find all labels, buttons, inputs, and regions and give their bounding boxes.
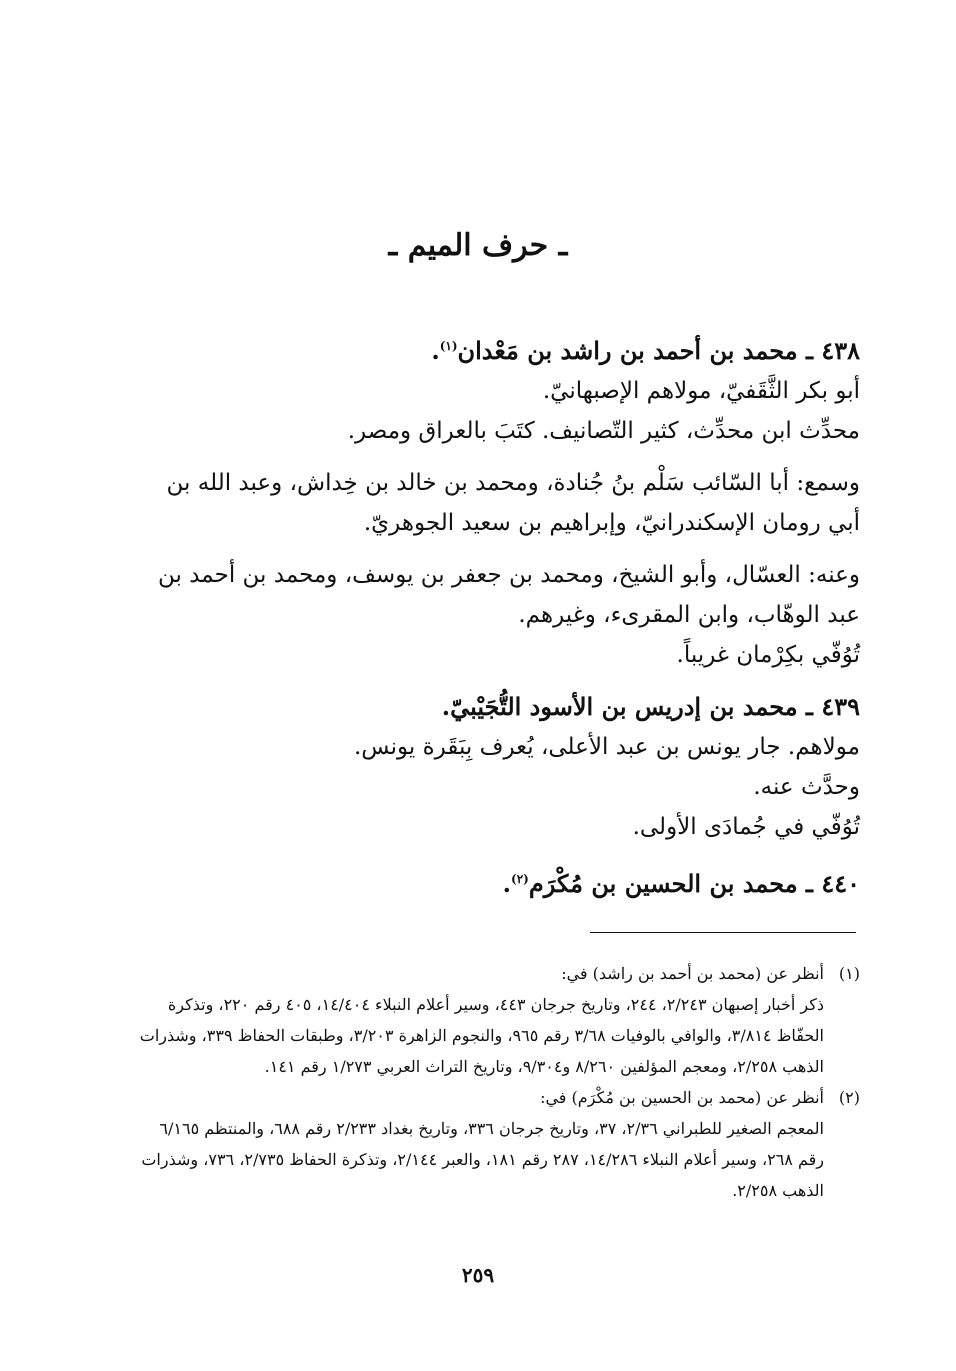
entry-heading-text: ٤٣٨ ـ محمد بن أحمد بن راشد بن مَعْدان [457, 336, 860, 365]
footnote-number: (١) [838, 964, 860, 983]
entry-line: تُوُفّي بكِرْمان غريباً. [676, 642, 860, 668]
footnotes [138, 958, 860, 1206]
entry-heading: ٤٣٩ ـ محمد بن إدريس بن الأسود التُّجَيْبيّ. [441, 692, 860, 721]
footnote-ref: (٢) [511, 872, 529, 886]
page-number: ٢٥٩ [461, 1263, 495, 1287]
footnote-line: أنظر عن (محمد بن أحمد بن راشد) في: [561, 964, 824, 983]
entry-line: محدِّث ابن محدِّث، كثير التّصانيف. كتَبَ بالعراق ومصر. [347, 418, 860, 444]
footnote-line: أنظر عن (محمد بن الحسين بن مُكْرَم) في: [540, 1088, 824, 1107]
heading-end: . [431, 336, 440, 365]
entry-heading [140, 326, 860, 371]
heading-end: . [502, 869, 511, 898]
footnote-line: المعجم الصغير للطبراني ٢/٣٦، ٣٧، وتاريخ جرجان ٣٣٦، وتاريخ بغداد ٢/٢٣٣ رقم ٦٨٨، والمنتظم ٦/١٦٥ رقم ٢٦٨، وسير أعلام النبلاء ١٤/٢٨٦، ٢٨٧ رقم ١٨١، والعبر ٢/١٤٤، وتذكرة الحفاظ ٢/٧٣٥، ٧٣٦، وشذرات الذهب ٢/٢٥٨. [141, 1119, 824, 1200]
entry-line: تُوُفّي في جُمادَى الأولى. [632, 814, 860, 840]
entry-438 [140, 326, 860, 675]
footnote-number: (٢) [838, 1088, 860, 1107]
page-title: ـ حرف الميم ـ [388, 228, 568, 263]
footnote [138, 958, 860, 1082]
entry-heading-text: ٤٤٠ ـ محمد بن الحسين بن مُكْرَم [528, 869, 860, 898]
entry-paragraph: وسمع: أبا السّائب سَلْم بنُ جُنادة، ومحمد بن خالد بن خِداش، وعبد الله بن أبي رومان الإسكندرانيّ، وإبراهيم بن سعيد الجوهريّ. [166, 470, 860, 536]
entry-line: أبو بكر الثَّقَفيّ، مولاهم الإصبهانيّ. [542, 378, 860, 404]
footnote-line: ذكر أخبار إصبهان ٢/٢٤٣، ٢٤٤، وتاريخ جرجان ٤٤٣، وسير أعلام النبلاء ١٤/٤٠٤، ٤٠٥ رقم ٢٢٠، وتذكرة الحفّاظ ٣/٨١٤، والوافي بالوفيات ٣/٦٨ رقم ٩٦٥، والنجوم الزاهرة ٣/٢٠٣، وطبقات الحفاظ ٣٣٩، وشذرات الذهب ٢/٢٥٨، ومعجم المؤلفين ٨/٢٦٠ و٩/٣٠٤، وتاريخ التراث العربي ١/٢٧٣ رقم ١٤١. [139, 995, 824, 1076]
main-text [140, 326, 860, 904]
entry-440 [140, 859, 860, 904]
entry-439 [140, 687, 860, 847]
footnote [138, 1082, 860, 1206]
entry-paragraph: وعنه: العسّال، وأبو الشيخ، ومحمد بن جعفر بن يوسف، ومحمد بن أحمد بن عبد الوهّاب، وابن المقرىء، وغيرهم. [158, 562, 860, 628]
footnote-divider [590, 932, 856, 933]
entry-heading [140, 859, 860, 904]
entry-line: مولاهم. جار يونس بن عبد الأعلى، يُعرف بِبَقَرة يونس. [353, 734, 860, 760]
footnote-ref: (١) [439, 339, 458, 353]
entry-line: وحدَّث عنه. [753, 774, 860, 800]
